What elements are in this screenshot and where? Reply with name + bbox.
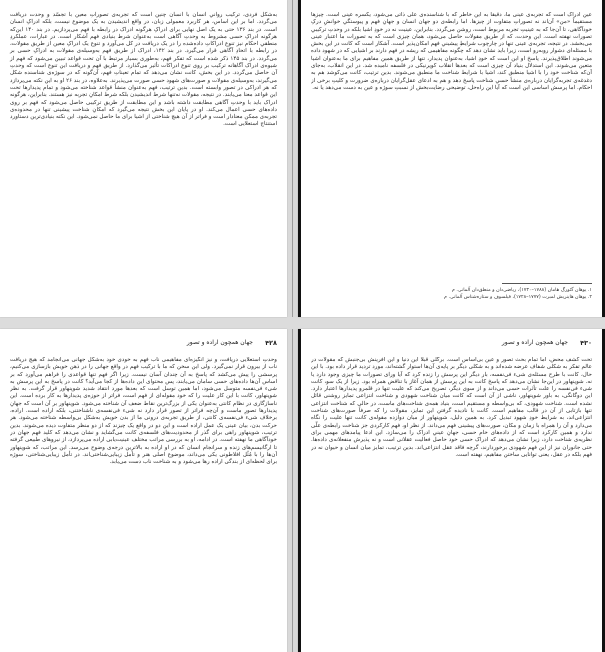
page-body-text: عین ادراک است که تجربه‌ی عینی ما، دقیقاً به این خاطر که با شناسنده‌ی علّی ذاتی می‌شود، یکسره عینی است. چیزها مستقیماً «من» آن‌اند نه تصوراتِ متفاوت از چیزها. اما رابطه‌ی دو جهان انسان و جهانِ فهم و پیوستگیِ خوانشِ درکِ خودآگاهی، تا آن‌جا که به عینیتِ تجربه مربوط است، روشن می‌گردد. بنابراین، عینیت نه در خودِ اشیا بلکه در وحدتِ ترکیبیِ تصورات نهفته است. این وحدت، که از طریق مقولات حاصل می‌شود، همان چیزی است که به تصورات ما اعتبار عینی می‌بخشد. در نتیجه، تجربه‌ی عینی تنها در چارچوب شرایطِ پیشینیِ فهم امکان‌پذیر است. آشکار است که کانت در این بخش با مسئله‌ای دشوار روبه‌رو است، زیرا باید نشان دهد که چگونه مفاهیمی که ریشه در فهم دارند بر اشیایی که در شهود داده می‌شوند اطلاق‌پذیرند. پاسخ او این است که خودِ اشیا، به‌عنوان پدیدار، تنها از طریق همین مفاهیم برای ما به‌عنوان اشیا متعین می‌شوند. این استدلال بنیاد آن چیزی است که بعدها انقلاب کوپرنیکی در فلسفه نامیده شد. در این انقلاب، به‌جای آن‌که شناخت خود را با اشیا منطبق کند، اشیا با شرایط شناخت ما منطبق می‌شوند. بدین ترتیب، کانت می‌کوشد هم به دغدغه‌ی تجربه‌گرایان درباره‌ی منشأ حسیِ شناخت پاسخ دهد و هم به ادعای عقل‌گرایان درباره‌ی ضرورت و کلیتِ برخی از احکام. اما پرسش اساسی این است که آیا این راه‌حل، توضیحی رضایت‌بخش از نسبتِ سوژه و عین به دست می‌دهد یا نه. xyxy=(311,12,592,91)
running-title: جهان همچون اراده و تصور xyxy=(501,339,568,346)
page-bottom-right xyxy=(298,329,605,652)
page-body-text: وحدتِ استعلایی دریافت، و نیز انگیزه‌ای مفاهیمی ناب فهم به خودی خود به‌شکل جهانی می‌انجامد که هیچ دریافت ناب از بیرون قرار نمی‌گیرد. ولی این سخن که ما با ترکیب فهم در واقع جهانی را در ذهن خویش بازسازی می‌کنیم، پرسشی را پیش می‌کشد که پاسخ به آن چندان آسان نیست. زیرا اگر فهم تنها قواعدی را فراهم می‌آورد که بر اساس آن‌ها داده‌های حسی سامان می‌یابند، پس محتوای این داده‌ها از کجا می‌آید؟ کانت در پاسخ به این پرسش به شیء فی‌نفسه متوسل می‌شود، اما همین توسل است که بعدها مورد انتقاد شدید شوپنهاور قرار گرفت. به نظر شوپنهاور، کانت با این کار علیت را که خود مقوله‌ای از فهم است، فراتر از حوزه‌ی پدیدارها به کار برده است. این ناسازگاری در نظام کانتی به‌عنوان یکی از بزرگ‌ترین نقاط ضعف آن شناخته می‌شود. شوپنهاور بر آن است که جهانِ پدیدارها تصورِ ماست و آن‌چه فراتر از تصور قرار دارد نه شیء فی‌نفسه‌ی ناشناختنی، بلکه اراده است. اراده، برخلاف شیء فی‌نفسه‌ی کانتی، از طریق تجربه‌ی درونی ما از بدن خویش به‌شکل بی‌واسطه شناخته می‌شود. هر حرکت بدن، بیان عینی یک عمل اراده است و این دو در واقع یک چیزند که از دو منظر متفاوت دیده می‌شوند. بدین ترتیب، شوپنهاور راهی برای گذر از محدودیت‌های فلسفه‌ی کانت می‌گشاید و نشان می‌دهد که کلید فهم جهان در خودآگاهی ما نهفته است. در ادامه، او به بررسی مراتب مختلف عینیت‌یابی اراده می‌پردازد، از نیروهای طبیعی گرفته تا ارگانیسم‌های زنده و سرانجام انسان که در او اراده به بالاترین درجه‌ی وضوح می‌رسد. این مراتب، که شوپنهاور آن‌ها را با مُثُل افلاطونی یکی می‌داند، موضوع اصلی هنر و تأمل زیبایی‌شناختی‌اند. در تأمل زیبایی‌شناختی، سوژه برای لحظه‌ای از بندگی اراده رها می‌شود و به شناخت ناب دست می‌یابد. xyxy=(10,357,277,466)
page-separator xyxy=(0,317,605,329)
page-number: ۴۳۰ xyxy=(580,339,592,347)
page-body-text: بەشکل فردی، ترکیب روانیِ انسان با انسان چنین است که تجربه‌ی تصوراتِ معین با تجسّد و وحدت دریافت می‌گردد. اما بر این اساس، هر کاربرد معمولی زبان، در واقع اندیشیدن به یک موضوع نیست، بلکه ادراکِ انسان است. در بند ۱۳۶ حتی به یک اصل نهایی برای ادراکِ هرگونه ادراک در رابطه با فهم می‌پردازیم. در بند ۱۴۰ این‌که هرگونه ادراکِ حسی مشروط به وحدتِ آگاهی است به‌عنوان شرط بنیادی فهم آشکار است. در عبارات، عملکردِ منطقیِ احکام نیز تنوع ادراکاتِ داده‌شده را در یک دریافت در کل می‌آورد و تنوع یک ادراکِ معین از طریق مقولات، در رابطه با اتحادِ آگاهی قرار می‌گیرد. در بند ۱۴۲، ادراک از طریق فهم به‌وسیله‌ی مقولات به ادراکِ حسی بر می‌گردد. در بند ۱۴۵ ذکر شده است که تفکر فهم، به‌طوری بسیار مرتبط با آن تحت قواعد تبیین می‌شود که فهم از شیوه‌ی ادراک آگاهانه ترکیب بر روی تنوع ادراکات تأثیر می‌گذارد. از طریق فهم و دریافت این تنوع است که وحدتِ آن حاصل می‌گردد. در این بخش، کانت نشان می‌دهد که تمام تعیناتِ فهم، آن‌گونه که در سوژه‌ی شناسنده شکل می‌گیرند، به‌وسیله‌ی مقولات و صورت‌های شهود حسی صورت می‌پذیرند. به‌علاوه، در بند ۲۶ او به این نکته می‌پردازد که هر ادراکی در تصور وابسته است. بدین ترتیب، فهم به‌عنوان منشأ قواعد شناخته می‌شود و تمام پدیدارها تحت این قواعد معنا می‌یابند. در نتیجه، مقولات نه‌تنها شرط اندیشیدن بلکه شرط امکانِ تجربه نیز هستند. بنابراین، هرگونه ادراک باید با وحدتِ آگاهی مطابقت داشته باشد و این مطابقت از طریق ترکیبی حاصل می‌شود که فهم بر روی داده‌های حسی اعمال می‌کند. او در پایان این بخش نتیجه می‌گیرد که امکانِ شناخت پیشینی تنها در محدوده‌ی تجربه‌ی ممکن معنادار است و فراتر از آن هیچ شناختی از اشیا برای ما حاصل نمی‌شود. این نکته بنیادی‌ترین دستاورد استنتاج استعلایی است. xyxy=(9,12,277,128)
footnotes xyxy=(311,287,592,301)
page-body-text: تحت کشف محض، اما تمام بحث تصور و عین بی‌اساس است. برگلی قبلاً این دنیا و این آفرینش بی‌جنبش که مقولات در عالم تفکر به شکلی شفاف عرضه شده‌اند و به شکلی دیگر بر پایه‌ی آن‌ها استوار گشته‌اند، مورد تردید قرار داده بود. با این حال، کانت با طرح مسئله‌ی شیء فی‌نفسه، بار دیگر این پرسش را زنده کرد که آیا ورای تصورات ما چیزی وجود دارد یا نه. شوپنهاور در این‌جا نشان می‌دهد که پاسخ کانت به این پرسش از همان آغاز با تناقض همراه بود. زیرا از یک سو، کانت شیء فی‌نفسه را علت تأثرات حسی می‌داند و از سوی دیگر، تصریح می‌کند که علیت تنها در قلمرو پدیدارها اعتبار دارد. این دوگانگی، به باور شوپنهاور، ناشی از آن است که کانت میان شناخت شهودی و شناخت انتزاعی تمایز روشنی قائل نشده است. شناخت شهودی، که بی‌واسطه و مستقیم است، بنیاد همه‌ی شناخت‌های ماست، در حالی که شناخت انتزاعی تنها بازتابی از آن در قالب مفاهیم است. کانت با نادیده گرفتن این تمایز، مقولات را که صرفاً صورت‌های شناخت انتزاعی‌اند، به شرایط خودِ شهود تبدیل کرد. به همین دلیل، شوپنهاور از میان دوازده مقوله‌ی کانت تنها علیت را نگاه می‌دارد و آن را همراه با زمان و مکان، صورت‌های پیشینی فهم می‌داند. از نظر او، فهم کارکردی جز شناخت رابطه‌ی علّی ندارد و همین کارکرد است که از داده‌های خام حسی، جهانِ عینیِ ادراک را می‌سازد. این ادعا پیامدهای مهمی برای نظریه‌ی شناخت دارد، زیرا نشان می‌دهد که ادراک حسی خود حاصل فعالیت عقلانی است و نه پذیرش منفعلانه‌ی داده‌ها. حتی جانوران نیز از این فهم شهودی برخوردارند، گرچه فاقد عقل انتزاعی‌اند. بدین ترتیب، تمایز میان انسان و حیوان نه در فهم بلکه در عقل، یعنی توانایی ساختن مفاهیم، نهفته است. xyxy=(311,357,592,458)
running-header xyxy=(311,339,592,349)
page-top-left xyxy=(0,0,287,317)
footnote-1: ۱. یوهان گئورگ هامان (۱۷۸۸–۱۷۳۰)، ریاضی‌دان و منطق‌دان آلمانی. م xyxy=(451,288,592,293)
page-bottom-left xyxy=(0,329,287,652)
footnote-2: ۲. یوهان هاینریش لمبرت (۱۷۷۷–۱۷۲۸)، فیلسوف و ستاره‌شناس آلمانی. م xyxy=(444,295,592,300)
page-top-right xyxy=(298,0,605,317)
footnote-rule xyxy=(502,283,592,284)
running-header xyxy=(10,339,277,349)
running-title: جهان همچون اراده و تصور xyxy=(186,339,253,346)
page-number: ۴۲۸ xyxy=(265,339,277,347)
